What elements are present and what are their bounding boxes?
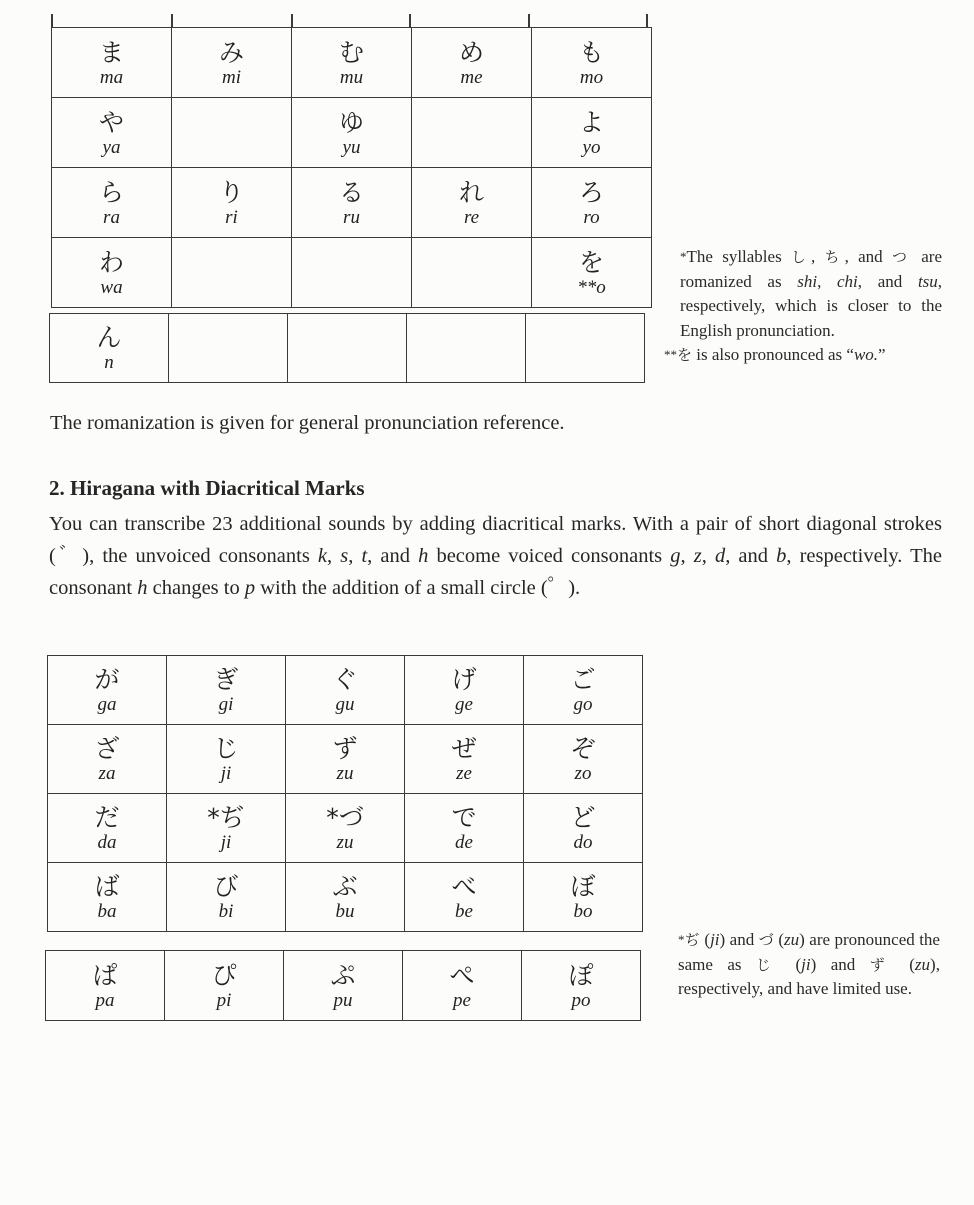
kana-cell	[532, 98, 652, 168]
kana-cell	[172, 238, 292, 308]
kana-cell	[524, 863, 643, 932]
kana-romanization: re	[463, 206, 480, 228]
kana-char: *ぢ	[207, 803, 245, 832]
kana-char: み	[218, 37, 244, 67]
kana-char: ん	[96, 323, 122, 352]
kana-romanization: zu	[336, 832, 354, 853]
kana-romanization: ga	[97, 694, 117, 715]
kana-cell	[169, 314, 288, 383]
kana-romanization: gi	[218, 694, 234, 715]
kana-char: わ	[98, 247, 124, 277]
kana-romanization: bi	[218, 901, 234, 922]
kana-cell	[48, 725, 167, 794]
kana-char: や	[98, 107, 124, 137]
kana-romanization: **o	[577, 276, 606, 298]
kana-char: じ	[213, 734, 239, 763]
kana-char: り	[218, 177, 244, 207]
kana-romanization: n	[104, 352, 114, 373]
kana-char: ご	[570, 665, 596, 694]
kana-char: ぎ	[213, 665, 239, 694]
kana-cell	[167, 863, 286, 932]
kana-char: よ	[578, 107, 604, 137]
table-row	[50, 314, 645, 383]
kana-cell	[52, 28, 172, 98]
footnote-syllables: *The syllables し, ち, and つ are romanized as shi, chi, and tsu, respectively, which is closer to the English pronunciation.	[680, 247, 943, 340]
kana-char: *づ	[326, 803, 364, 832]
kana-cell	[172, 168, 292, 238]
kana-char: ぜ	[451, 734, 477, 763]
kana-cell	[526, 314, 645, 383]
kana-cell	[286, 794, 405, 863]
kana-romanization: be	[455, 901, 473, 922]
kana-romanization: za	[98, 763, 116, 784]
table-edge	[171, 14, 173, 28]
kana-cell	[172, 98, 292, 168]
hiragana-table-p	[45, 950, 641, 1021]
kana-cell	[167, 656, 286, 725]
kana-romanization: da	[97, 832, 117, 853]
kana-cell	[167, 794, 286, 863]
table-row	[48, 794, 643, 863]
table-edge	[291, 14, 293, 28]
kana-char: ぽ	[568, 960, 594, 990]
table-row	[52, 168, 652, 238]
kana-romanization: ji	[220, 832, 232, 853]
kana-cell	[412, 98, 532, 168]
kana-romanization: zo	[574, 763, 592, 784]
kana-char: ぐ	[332, 665, 358, 694]
kana-char: ろ	[578, 177, 604, 207]
kana-cell	[50, 314, 169, 383]
kana-romanization: me	[460, 66, 483, 88]
kana-romanization: yo	[582, 136, 601, 158]
kana-cell	[405, 794, 524, 863]
kana-cell	[412, 168, 532, 238]
kana-romanization: de	[455, 832, 473, 853]
kana-romanization: bo	[573, 901, 593, 922]
kana-char: る	[338, 177, 364, 207]
kana-romanization: ra	[103, 206, 120, 228]
diacritic-footnote: *ぢ (ji) and づ (zu) are pronounced the same as じ (ji) and ず (zu), respectively, and have limited use.	[678, 930, 940, 998]
kana-char: を	[578, 247, 604, 277]
kana-romanization: ge	[455, 694, 473, 715]
kana-cell	[532, 28, 652, 98]
romanization-footnote	[664, 245, 943, 368]
kana-romanization: ze	[456, 763, 472, 784]
kana-romanization: mo	[579, 66, 604, 88]
table-edge	[646, 14, 648, 28]
kana-char: ば	[94, 872, 120, 901]
kana-cell	[52, 238, 172, 308]
kana-char: ぼ	[570, 872, 596, 901]
kana-char: ぷ	[330, 960, 356, 990]
kana-cell	[286, 863, 405, 932]
kana-romanization: mu	[339, 66, 364, 88]
footnote-wo: **を is also pronounced as “wo.”	[664, 345, 886, 364]
kana-char: げ	[451, 665, 477, 694]
kana-romanization: yu	[342, 136, 361, 158]
kana-char: ぴ	[211, 960, 237, 990]
kana-char: ど	[570, 803, 596, 832]
kana-cell	[165, 951, 284, 1021]
kana-romanization: do	[573, 832, 593, 853]
kana-cell	[286, 725, 405, 794]
kana-romanization: ji	[220, 763, 232, 784]
kana-romanization: ya	[102, 136, 121, 158]
kana-char: で	[451, 803, 477, 832]
kana-cell	[167, 725, 286, 794]
table-row	[48, 863, 643, 932]
section-body: You can transcribe 23 additional sounds by adding diacritical marks. With a pair of short diagonal strokes (゛), the unvoiced consonants k, s, t, and h become voiced consonants g, z, d, and b, respectively. The consonant h changes to p with the addition of a small circle (゜).	[49, 513, 943, 599]
kana-cell	[412, 28, 532, 98]
hiragana-table-n	[49, 313, 645, 383]
kana-romanization: ma	[99, 66, 124, 88]
kana-char: ま	[98, 37, 124, 67]
kana-cell	[532, 168, 652, 238]
kana-cell	[405, 725, 524, 794]
kana-cell	[284, 951, 403, 1021]
table-row	[52, 28, 652, 98]
kana-char: ら	[98, 177, 124, 207]
kana-char: む	[338, 37, 364, 67]
reference-note: The romanization is given for general pronunciation reference.	[50, 412, 565, 434]
table-row	[46, 951, 641, 1021]
kana-cell	[292, 238, 412, 308]
kana-cell	[405, 863, 524, 932]
kana-romanization: ri	[225, 206, 238, 228]
kana-romanization: pe	[453, 989, 471, 1011]
table-row	[52, 238, 652, 308]
kana-char: も	[578, 37, 604, 67]
kana-cell	[292, 98, 412, 168]
hiragana-table-voiced	[47, 655, 643, 932]
kana-romanization: ba	[97, 901, 117, 922]
kana-romanization: ro	[583, 206, 600, 228]
kana-char: れ	[458, 177, 484, 207]
table-row	[48, 725, 643, 794]
kana-romanization: ru	[343, 206, 360, 228]
kana-cell	[48, 863, 167, 932]
table-row	[52, 98, 652, 168]
kana-char: め	[458, 37, 484, 67]
section-heading: 2. Hiragana with Diacritical Marks	[49, 476, 365, 500]
kana-cell	[292, 28, 412, 98]
kana-cell	[52, 168, 172, 238]
kana-romanization: po	[571, 989, 591, 1011]
kana-char: ぶ	[332, 872, 358, 901]
kana-cell	[407, 314, 526, 383]
kana-cell	[172, 28, 292, 98]
kana-char: ざ	[94, 734, 120, 763]
kana-cell	[532, 238, 652, 308]
kana-char: だ	[94, 803, 120, 832]
kana-char: ぞ	[570, 734, 596, 763]
kana-char: ず	[332, 734, 358, 763]
kana-romanization: pu	[333, 989, 353, 1011]
kana-cell	[403, 951, 522, 1021]
kana-cell	[48, 656, 167, 725]
kana-cell	[405, 656, 524, 725]
kana-cell	[412, 238, 532, 308]
kana-char: ぱ	[92, 960, 118, 990]
kana-cell	[46, 951, 165, 1021]
kana-romanization: pa	[95, 989, 115, 1011]
kana-cell	[524, 725, 643, 794]
kana-cell	[524, 794, 643, 863]
kana-cell	[292, 168, 412, 238]
hiragana-table-ma-wa	[51, 27, 652, 308]
kana-romanization: bu	[335, 901, 355, 922]
kana-romanization: mi	[222, 66, 241, 88]
kana-cell	[288, 314, 407, 383]
kana-romanization: pi	[216, 989, 232, 1011]
table-row	[48, 656, 643, 725]
kana-romanization: go	[573, 694, 593, 715]
kana-romanization: gu	[335, 694, 355, 715]
kana-char: び	[213, 872, 239, 901]
kana-cell	[522, 951, 641, 1021]
kana-cell	[286, 656, 405, 725]
kana-romanization: zu	[336, 763, 354, 784]
table-edge	[409, 14, 411, 28]
kana-cell	[52, 98, 172, 168]
table-edge	[51, 14, 53, 28]
kana-char: が	[94, 665, 120, 694]
kana-romanization: wa	[100, 276, 123, 298]
kana-char: ゆ	[338, 107, 364, 137]
kana-cell	[524, 656, 643, 725]
table-edge	[528, 14, 530, 28]
kana-char: べ	[451, 872, 477, 901]
kana-char: ぺ	[449, 960, 475, 990]
kana-cell	[48, 794, 167, 863]
